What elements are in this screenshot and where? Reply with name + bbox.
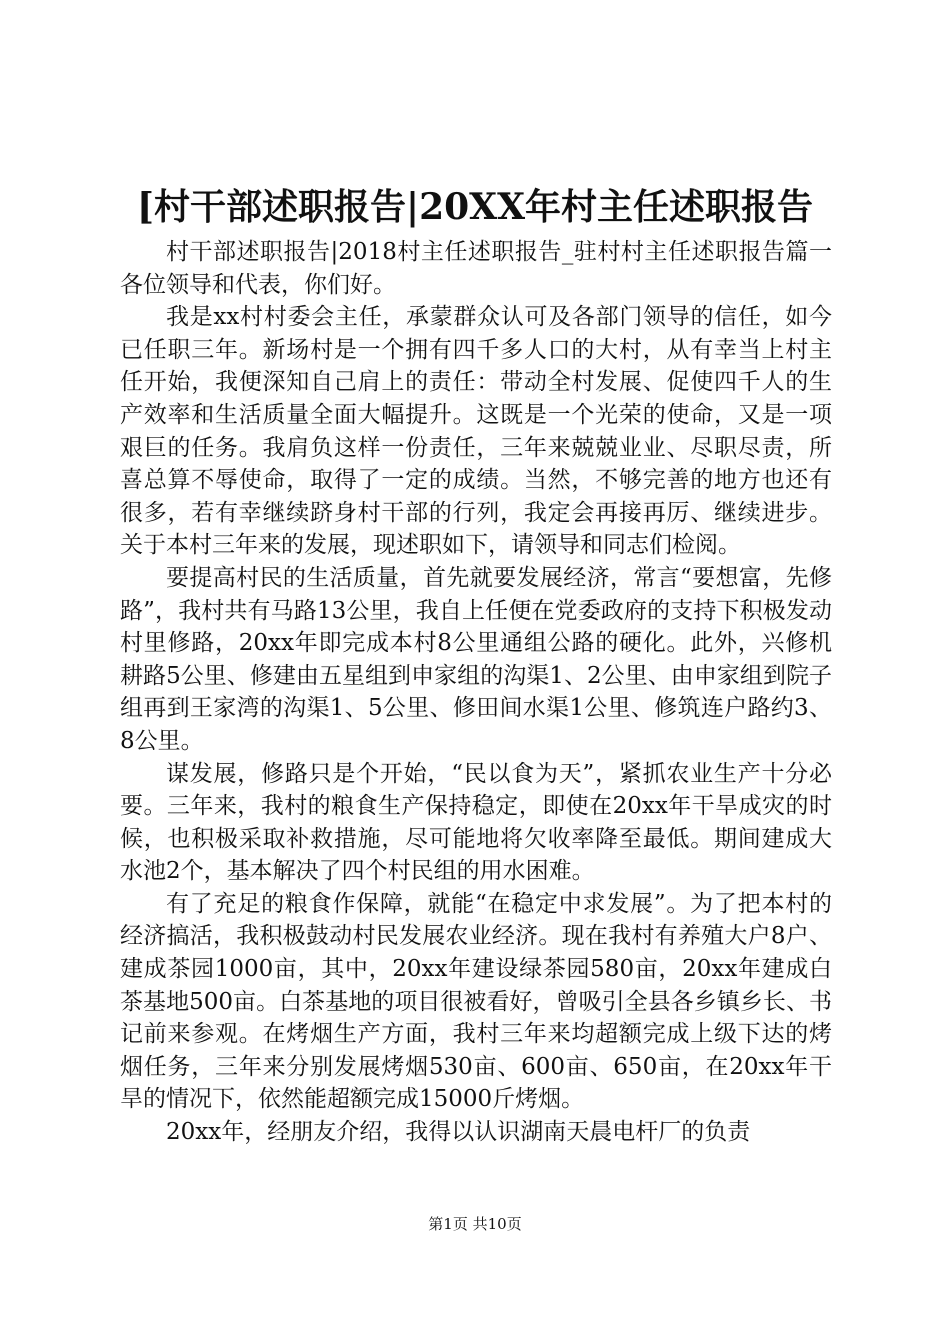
paragraph-6: 20xx年，经朋友介绍，我得以认识湖南天晨电杆厂的负责: [166, 1119, 751, 1146]
document-title: [村干部述职报告|20XX年村主任述职报告: [136, 186, 814, 228]
paragraph-4: 谋发展，修路只是个开始，“民以食为天”，紧抓农业生产十分必要。三年来，我村的粮食生产保持稳定，即使在20xx年干旱成灾的时候，也积极采取补救措施，尽可能地将欠收率降至最低。期间建成大水池2个，基本解决了四个村民组的用水困难。: [120, 760, 832, 885]
paragraph-1: 村干部述职报告|2018村主任述职报告_驻村村主任述职报告篇一各位领导和代表，你们好。: [120, 239, 832, 298]
paragraph-2: 我是xx村村委会主任，承蒙群众认可及各部门领导的信任，如今已任职三年。新场村是一个拥有四千多人口的大村，从有幸当上村主任开始，我便深知自己肩上的责任：带动全村发展、促使四千人的生产效率和生活质量全面大幅提升。这既是一个光荣的使命，又是一项艰巨的任务。我肩负这样一份责任，三年来兢兢业业、尽职尽责，所喜总算不辱使命，取得了一定的成绩。当然，不够完善的地方也还有很多，若有幸继续跻身村干部的行列，我定会再接再厉、继续进步。关于本村三年来的发展，现述职如下，请领导和同志们检阅。: [120, 304, 832, 559]
paragraph-5: 有了充足的粮食作保障，就能“在稳定中求发展”。为了把本村的经济搞活，我积极鼓动村民发展农业经济。现在我村有养殖大户8户、建成茶园1000亩，其中，20xx年建设绿茶园580亩，20xx年建成白茶基地500亩。白茶基地的项目很被看好，曾吸引全县各乡镇乡长、书记前来参观。在烤烟生产方面，我村三年来均超额完成上级下达的烤烟任务，三年来分别发展烤烟530亩、600亩、650亩，在20xx年干旱的情况下，依然能超额完成15000斤烤烟。: [120, 890, 832, 1113]
paragraph-3: 要提高村民的生活质量，首先就要发展经济，常言“要想富，先修路”，我村共有马路13公里，我自上任便在党委政府的支持下积极发动村里修路，20xx年即完成本村8公里通组公路的硬化。此外，兴修机耕路5公里、修建由五星组到申家组的沟渠1、2公里、由申家组到院子组再到王家湾的沟渠1、5公里、修田间水渠1公里、修筑连户路约3、8公里。: [120, 564, 832, 754]
document-body: [120, 236, 832, 1149]
page-footer: 第1页 共10页: [428, 1215, 522, 1233]
